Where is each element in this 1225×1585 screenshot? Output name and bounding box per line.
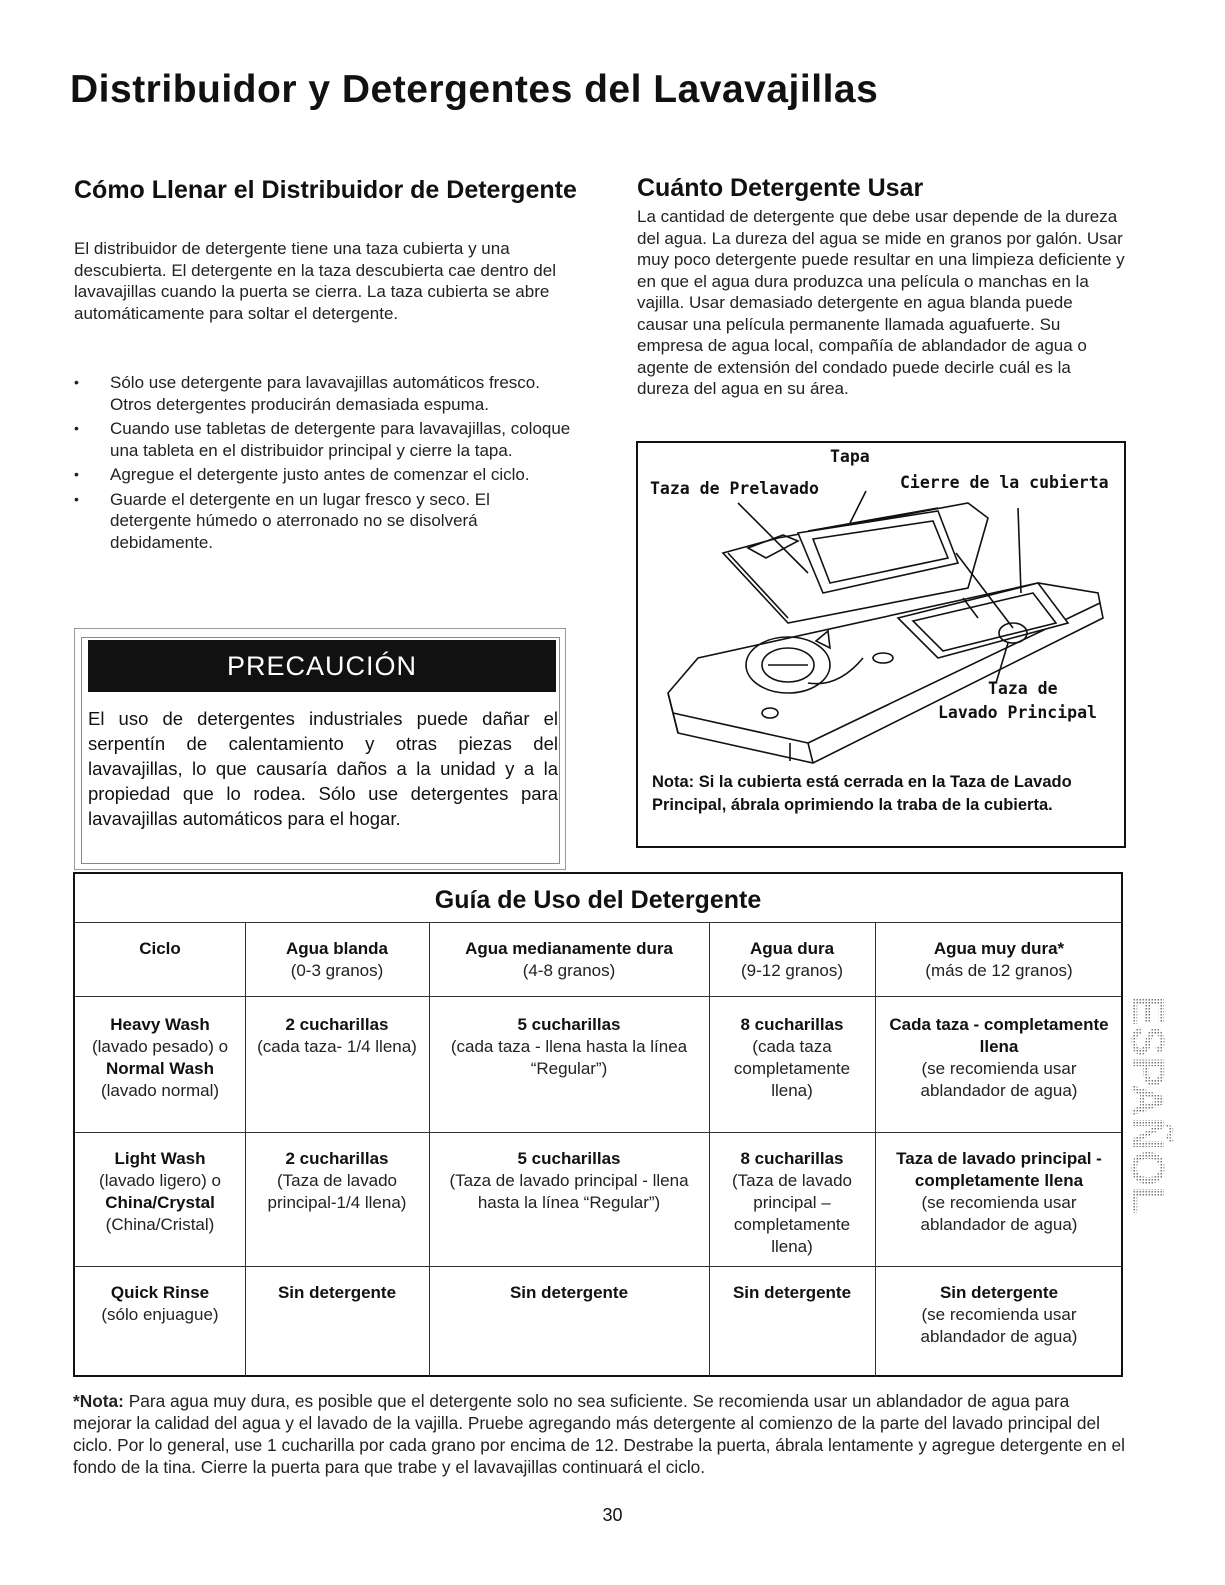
fill-intro-paragraph: El distribuidor de detergente tiene una taza cubierta y una descubierta. El detergente en la taza descubierta cae dentro del lavavajillas cuando la puerta se cierra. La taza cubierta se abre automáticamente para soltar el detergente.: [74, 239, 556, 323]
table-cell: Sin detergente: [509, 1283, 629, 1302]
label-lavado-principal: Lavado Principal: [938, 703, 1097, 722]
label-tapa: Tapa: [830, 447, 870, 466]
footnote: [73, 1390, 1128, 1478]
table-cell: 5 cucharillas (cada taza - llena hasta la línea “Regular”): [450, 1015, 688, 1078]
table-row-cycle: Quick Rinse (sólo enjuague): [101, 1283, 219, 1324]
language-side-tab: [1122, 995, 1174, 1235]
amount-paragraph: La cantidad de detergente que debe usar depende de la dureza del agua. La dureza del agua se mide en granos por galón. Usar muy poco detergente puede resultar en una limpieza deficiente y en que el agua dura produzca una película o manchas en la vajilla. Usar demasiado detergente en agua blanda puede causar una película permanente llamada aguafuerte. Su empresa de agua local, compañía de ablandador de agua o agente de extensión del condado puede decirle cuál es la dureza del agua en su área.: [637, 207, 1125, 398]
dispenser-figure: [636, 441, 1126, 848]
header-ciclo: Ciclo: [139, 939, 181, 958]
table-cell: 2 cucharillas (Taza de lavado principal-1/4 llena): [267, 1149, 407, 1212]
label-taza-de: Taza de: [988, 679, 1058, 698]
list-item: • Guarde el detergente en un lugar fresco y seco. El detergente húmedo o aterronado no se disolverá debidamente.: [74, 489, 574, 554]
table-cell: Taza de lavado principal - completamente llena (se recomienda usar ablandador de agua): [896, 1149, 1102, 1234]
table-cell: 5 cucharillas (Taza de lavado principal - llena hasta la línea “Regular”): [449, 1149, 689, 1212]
header-agua-blanda: Agua blanda (0-3 granos): [285, 939, 388, 980]
list-item: • Cuando use tabletas de detergente para lavavajillas, coloque una tableta en el distribuidor principal y cierre la tapa.: [74, 418, 574, 461]
table-cell: 8 cucharillas (Taza de lavado principal – completamente llena): [731, 1149, 853, 1256]
figure-note: Nota: Si la cubierta está cerrada en la Taza de Lavado Principal, ábrala oprimiendo la traba de la cubierta.: [652, 773, 1072, 814]
table-row-cycle: Heavy Wash (lavado pesado) o Normal Wash (lavado normal): [91, 1015, 229, 1100]
caution-header: PRECAUCIÓN: [88, 640, 556, 692]
table-cell: Sin detergente: [732, 1283, 852, 1302]
label-cierre-cubierta: Cierre de la cubierta: [900, 473, 1109, 492]
footnote-text: Para agua muy dura, es posible que el detergente solo no sea suficiente. Se recomienda usar un ablandador de agua para mejorar la calidad del agua y el lavado de la vajilla. Pruebe agregando más detergente al comienzo de la parte del lavado principal del ciclo. Por lo general, use 1 cucharilla por cada grano por encima de 12. Destrabe la puerta, ábrala lentamente y agregue detergente en el fondo de la tina. Cierre la puerta para que trabe y el lavavajillas continuará el ciclo.: [73, 1391, 1125, 1477]
table-cell: 8 cucharillas (cada taza completamente llena): [733, 1015, 851, 1100]
list-item: • Sólo use detergente para lavavajillas automáticos fresco. Otros detergentes producirán demasiada espuma.: [74, 372, 574, 415]
page-title: Distribuidor y Detergentes del Lavavajillas: [70, 68, 879, 111]
table-cell: 2 cucharillas (cada taza- 1/4 llena): [257, 1015, 417, 1056]
label-prelavado: Taza de Prelavado: [650, 479, 819, 498]
side-tab-text: ESPAÑOL: [1122, 995, 1174, 1214]
fill-instructions-list: [74, 372, 574, 556]
footnote-label: *Nota:: [73, 1391, 124, 1411]
section-heading-fill: Cómo Llenar el Distribuidor de Detergente: [74, 176, 577, 204]
page-number: 30: [602, 1505, 623, 1525]
caution-frame: [81, 637, 560, 864]
header-agua-dura: Agua dura (9-12 granos): [740, 939, 844, 980]
detergent-guide-table: [73, 872, 1123, 1377]
table-cell: Sin detergente (se recomienda usar ablandador de agua): [920, 1283, 1078, 1346]
header-agua-muy-dura: Agua muy dura* (más de 12 granos): [925, 939, 1073, 980]
table-cell: Sin detergente: [277, 1283, 397, 1302]
caution-box: [74, 628, 566, 870]
header-agua-media: Agua medianamente dura (4-8 granos): [465, 939, 673, 980]
list-item: • Agregue el detergente justo antes de comenzar el ciclo.: [74, 464, 574, 486]
caution-text: El uso de detergentes industriales puede dañar el serpentín de calentamiento y otras piezas del lavavajillas, lo que causaría daños a la unidad y a la propiedad que lo rodea. Sólo use detergentes para lavavajillas automáticos para el hogar.: [88, 708, 558, 829]
table-row-cycle: Light Wash (lavado ligero) o China/Crystal (China/Cristal): [99, 1149, 221, 1234]
table-cell: Cada taza - completamente llena (se recomienda usar ablandador de agua): [889, 1015, 1109, 1100]
section-heading-amount: Cuánto Detergente Usar: [637, 174, 924, 202]
guide-title: Guía de Uso del Detergente: [75, 874, 1121, 923]
